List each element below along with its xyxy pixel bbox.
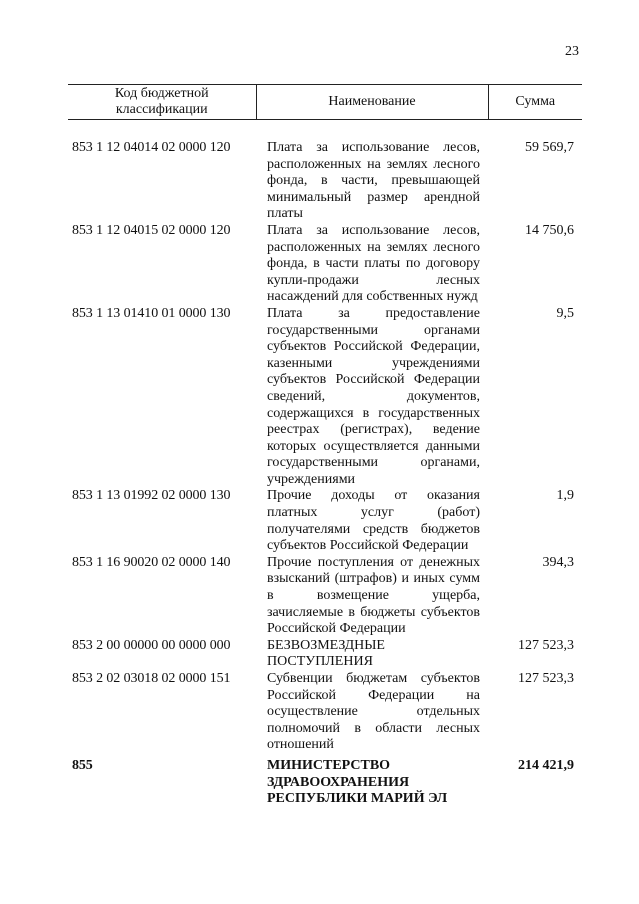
table-row	[68, 671, 582, 754]
budget-table	[68, 84, 582, 808]
row-code: 853 2 02 03018 02 0000 151	[72, 671, 231, 686]
row-name: Прочие поступления от денежных взысканий (штрафов) и иных сумм в возмещение ущерба, зачисляемые в бюджеты субъектов Российской Федерации	[267, 554, 480, 637]
budget-table-container	[68, 84, 582, 808]
table-row	[68, 140, 582, 223]
row-sum: 394,3	[542, 554, 574, 570]
table-header	[68, 85, 582, 120]
row-name: Плата за использование лесов, расположенных на землях лесного фонда, в части, превышающей минимальный размер арендной платы	[267, 140, 480, 222]
row-code: 853 1 12 04015 02 0000 120	[72, 222, 231, 238]
table-row	[68, 306, 582, 489]
row-sum: 1,9	[556, 488, 574, 504]
table-row	[68, 754, 582, 808]
row-name: Субвенции бюджетам субъектов Российской Федерации на осуществление отдельных полномочий в области лесных отношений	[267, 671, 480, 753]
row-code: 853 2 00 00000 00 0000 000	[72, 637, 231, 653]
row-sum: 214 421,9	[518, 757, 574, 773]
row-code: 855	[72, 757, 93, 773]
row-code: 853 1 13 01992 02 0000 130	[72, 488, 231, 504]
table-row	[68, 555, 582, 638]
row-name: БЕЗВОЗМЕЗДНЫЕ ПОСТУПЛЕНИЯ	[267, 637, 385, 670]
row-sum: 59 569,7	[525, 140, 574, 155]
row-name: Плата за предоставление государственными органами субъектов Российской Федерации, казенными учреждениями субъектов Российской Федерации сведений, документов, содержащихся в государственных реестрах (регистрах), ведение которых осуществляется данными государственными органами, учреждениями	[267, 305, 480, 487]
row-code: 853 1 13 01410 01 0000 130	[72, 305, 231, 321]
row-code: 853 1 16 90020 02 0000 140	[72, 554, 231, 570]
table-body	[68, 120, 582, 808]
table-row	[68, 488, 582, 554]
row-code: 853 1 12 04014 02 0000 120	[72, 140, 231, 155]
header-code: Код бюджетной классификации	[68, 85, 256, 120]
row-sum: 127 523,3	[518, 637, 574, 653]
row-sum: 9,5	[556, 305, 574, 321]
row-name: Плата за использование лесов, расположенных на землях лесного фонда, в части платы по договору купли-продажи лесных насаждений для собственных нужд	[267, 222, 480, 305]
row-name: МИНИСТЕРСТВО ЗДРАВООХРАНЕНИЯ РЕСПУБЛИКИ МАРИЙ ЭЛ	[267, 757, 448, 807]
header-name: Наименование	[256, 85, 488, 120]
page-number: 23	[565, 44, 579, 59]
row-name: Прочие доходы от оказания платных услуг (работ) получателями средств бюджетов субъектов Российской Федерации	[267, 488, 480, 554]
table-row	[68, 638, 582, 671]
table-row	[68, 223, 582, 306]
row-sum: 127 523,3	[518, 671, 574, 686]
row-sum: 14 750,6	[525, 222, 574, 238]
header-sum: Сумма	[488, 85, 582, 120]
